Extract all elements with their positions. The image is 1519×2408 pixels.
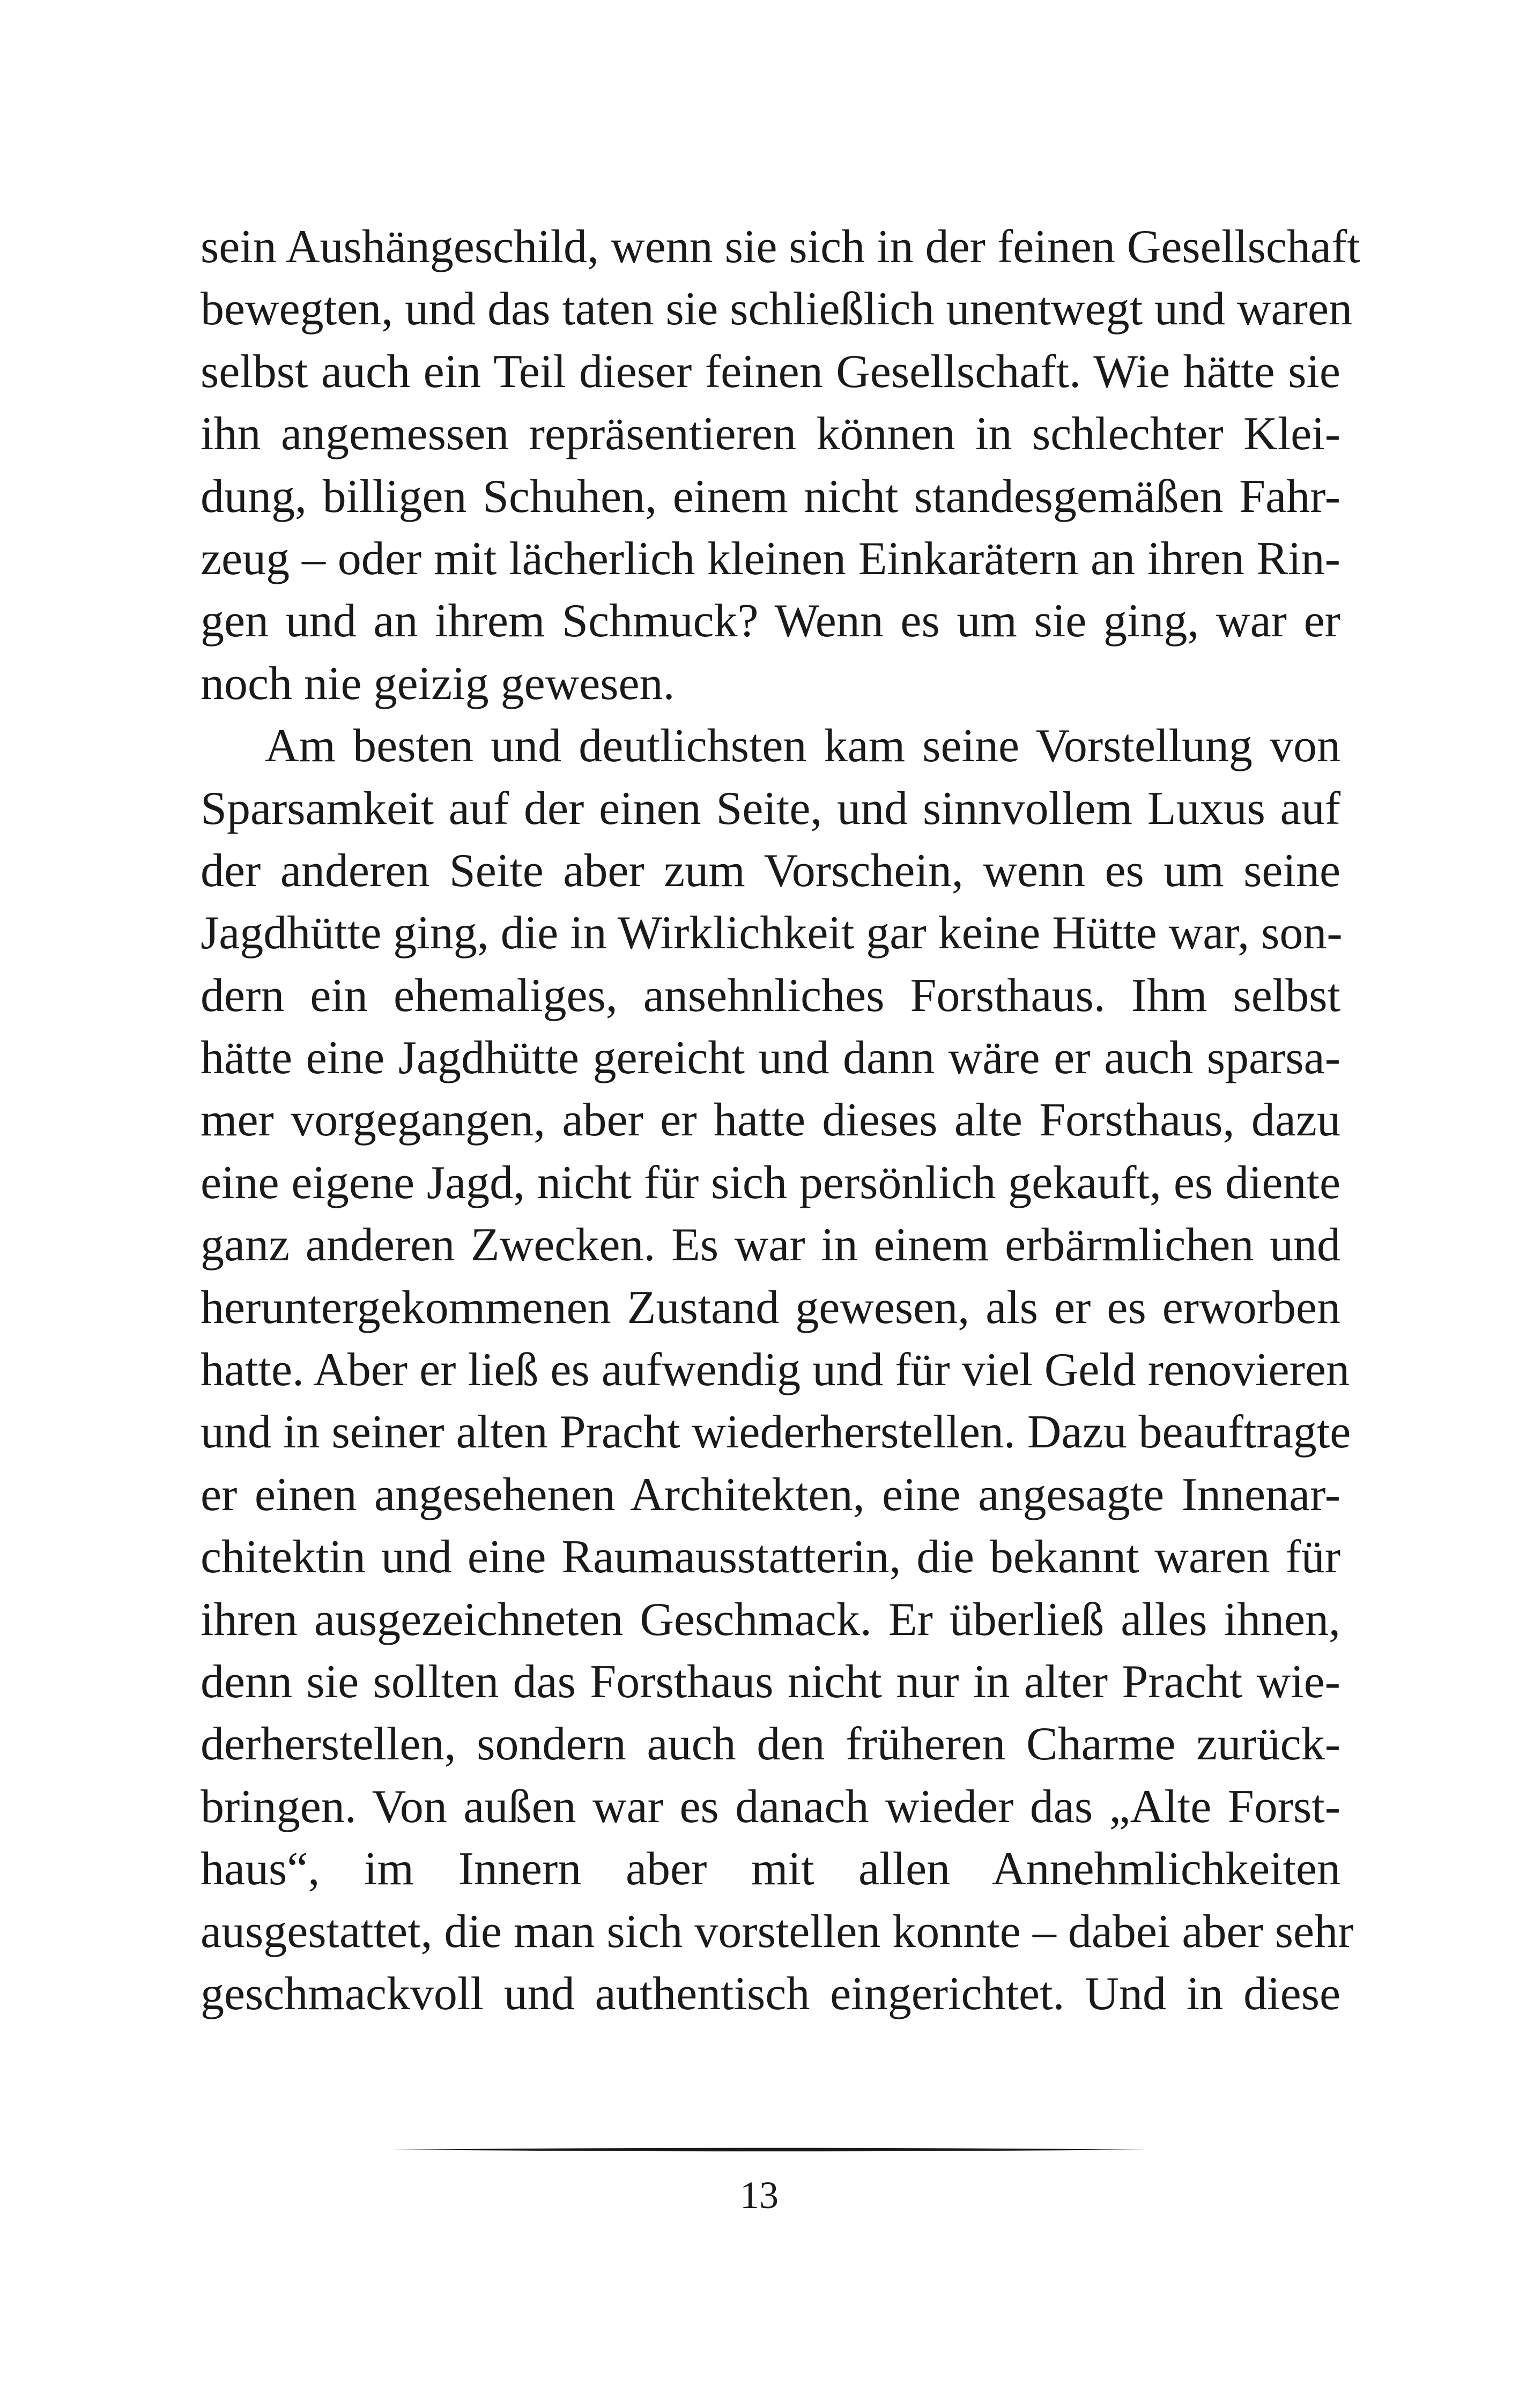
footer-rule-swell bbox=[391, 2147, 1147, 2152]
text-line: hätte eine Jagdhütte gereicht und dann wäre er auch sparsa- bbox=[201, 1032, 1340, 1084]
footer-rule bbox=[391, 2147, 1147, 2152]
text-line: gen und an ihrem Schmuck? Wenn es um sie ging, war er bbox=[201, 595, 1340, 648]
text-line: er einen angesehenen Architekten, eine angesagte Innenar- bbox=[201, 1468, 1340, 1521]
text-line: ganz anderen Zwecken. Es war in einem erbärmlichen und bbox=[201, 1219, 1340, 1272]
text-line: sein Aushängeschild, wenn sie sich in der feinen Gesellschaft bbox=[201, 221, 1360, 273]
text-line: eine eigene Jagd, nicht für sich persönlich gekauft, es diente bbox=[201, 1156, 1340, 1209]
text-line: selbst auch ein Teil dieser feinen Gesellschaft. Wie hätte sie bbox=[201, 345, 1340, 398]
text-line: zeug – oder mit lächerlich kleinen Einkarätern an ihren Rin- bbox=[201, 532, 1340, 585]
page-number: 13 bbox=[740, 2174, 779, 2217]
text-line: Am besten und deutlichsten kam seine Vorstellung von bbox=[265, 720, 1340, 772]
text-line: und in seiner alten Pracht wiederherstellen. Dazu beauftragte bbox=[201, 1406, 1351, 1459]
text-line: ihn angemessen repräsentieren können in schlechter Klei- bbox=[201, 408, 1340, 460]
text-line: geschmackvoll und authentisch eingerichtet. Und in diese bbox=[201, 1967, 1340, 2020]
text-line: hatte. Aber er ließ es aufwendig und für viel Geld renovieren bbox=[201, 1344, 1350, 1396]
text-line: dung, billigen Schuhen, einem nicht standesgemäßen Fahr- bbox=[201, 470, 1340, 523]
text-line: bewegten, und das taten sie schließlich unentwegt und waren bbox=[201, 283, 1353, 336]
text-line: bringen. Von außen war es danach wieder das „Alte Forst- bbox=[201, 1780, 1340, 1833]
text-line: haus“, im Innern aber mit allen Annehmlichkeiten bbox=[201, 1843, 1340, 1896]
text-line: dern ein ehemaliges, ansehnliches Forsthaus. Ihm selbst bbox=[201, 969, 1340, 1022]
text-line: ausgestattet, die man sich vorstellen konnte – dabei aber sehr bbox=[201, 1905, 1354, 1958]
text-line: Sparsamkeit auf der einen Seite, und sinnvollem Luxus auf bbox=[201, 782, 1340, 835]
text-line: denn sie sollten das Forsthaus nicht nur in alter Pracht wie- bbox=[201, 1655, 1340, 1708]
text-line: noch nie geizig gewesen. bbox=[201, 657, 675, 710]
text-line: Jagdhütte ging, die in Wirklichkeit gar keine Hütte war, son- bbox=[201, 907, 1343, 960]
text-line: mer vorgegangen, aber er hatte dieses alte Forsthaus, dazu bbox=[201, 1094, 1340, 1147]
text-line: heruntergekommenen Zustand gewesen, als er es erworben bbox=[201, 1281, 1340, 1334]
body-text bbox=[201, 216, 1360, 2025]
text-line: derherstellen, sondern auch den früheren Charme zurück- bbox=[201, 1718, 1340, 1771]
text-line: ihren ausgezeichneten Geschmack. Er überließ alles ihnen, bbox=[201, 1593, 1340, 1646]
text-line: der anderen Seite aber zum Vorschein, wenn es um seine bbox=[201, 844, 1340, 897]
text-line: chitektin und eine Raumausstatterin, die bekannt waren für bbox=[201, 1531, 1340, 1584]
